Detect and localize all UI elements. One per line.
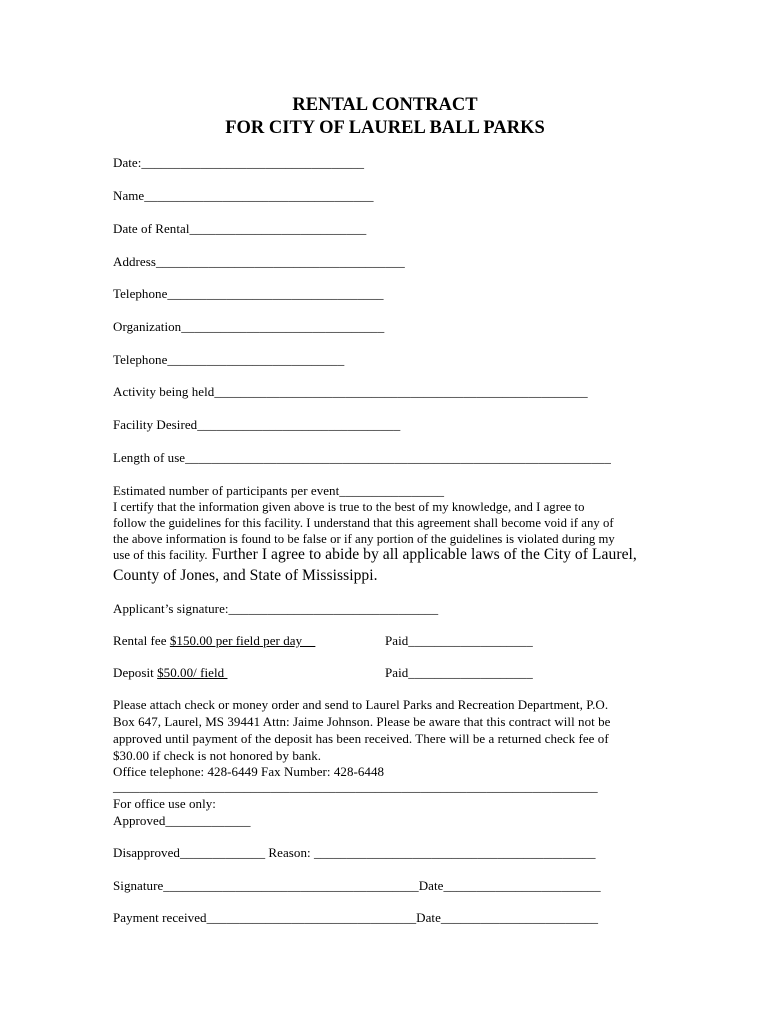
section-divider: __________________________________________________________________________ [113,779,598,794]
rental-fee-value: $150.00 per field per day [169,633,316,648]
paid-field-2[interactable]: Paid___________________ [385,665,533,680]
instructions-line5: Office telephone: 428-6449 Fax Number: 428-6448 [113,764,385,779]
certify-line2: follow the guidelines for this facility. I understand that this agreement shall become void if any of [113,516,614,530]
certify-line4-large: Further I agree to abide by all applicable laws of the City of Laurel, [207,546,637,563]
signature-date-field[interactable]: Signature_______________________________________Date________________________ [113,878,601,893]
certify-line1: I certify that the information given above is true to the best of my knowledge, and I agree to [113,500,585,514]
facility-field[interactable]: Facility Desired_______________________________ [113,417,401,432]
instructions-line1: Please attach check or money order and send to Laurel Parks and Recreation Department, P.O. [113,697,609,712]
rental-fee-label: Rental fee [113,633,170,648]
date-field[interactable]: Date:__________________________________ [113,155,365,170]
activity-field[interactable]: Activity being held_________________________________________________________ [113,384,588,399]
certify-line5: County of Jones, and State of Mississippi. [113,567,378,584]
document-title-line2: FOR CITY OF LAUREL BALL PARKS [225,118,545,138]
instructions-line2: Box 647, Laurel, MS 39441 Attn: Jaime Johnson. Please be aware that this contract will not be [113,714,611,729]
certify-line4-small: use of this facility. [113,548,208,562]
rental-fee-line [113,633,315,649]
certify-line4 [113,545,637,564]
deposit-line [113,665,227,681]
instructions-line3: approved until payment of the deposit has been received. There will be a returned check fee of [113,731,609,746]
telephone-field[interactable]: Telephone_________________________________ [113,286,384,301]
address-field[interactable]: Address______________________________________ [113,254,405,269]
length-of-use-field[interactable]: Length of use_________________________________________________________________ [113,450,611,465]
participants-field[interactable]: Estimated number of participants per event________________ [113,483,445,498]
organization-field[interactable]: Organization_______________________________ [113,319,385,334]
payment-received-date-field[interactable]: Payment received________________________________Date________________________ [113,910,599,925]
deposit-value: $50.00/ field [157,665,228,680]
deposit-label: Deposit [113,665,158,680]
applicant-signature-field[interactable]: Applicant’s signature:________________________________ [113,601,439,616]
certify-line3: the above information is found to be false or if any portion of the guidelines is violated during my [113,532,615,546]
disapproved-reason-field[interactable]: Disapproved_____________ Reason: ___________________________________________ [113,845,596,860]
approved-field[interactable]: Approved_____________ [113,813,251,828]
name-field[interactable]: Name___________________________________ [113,188,374,203]
document-title-line1: RENTAL CONTRACT [292,95,478,115]
instructions-line4: $30.00 if check is not honored by bank. [113,748,322,763]
telephone-field-2[interactable]: Telephone___________________________ [113,352,345,367]
paid-field-1[interactable]: Paid___________________ [385,633,533,648]
date-of-rental-field[interactable]: Date of Rental___________________________ [113,221,367,236]
office-use-heading: For office use only: [113,796,216,811]
